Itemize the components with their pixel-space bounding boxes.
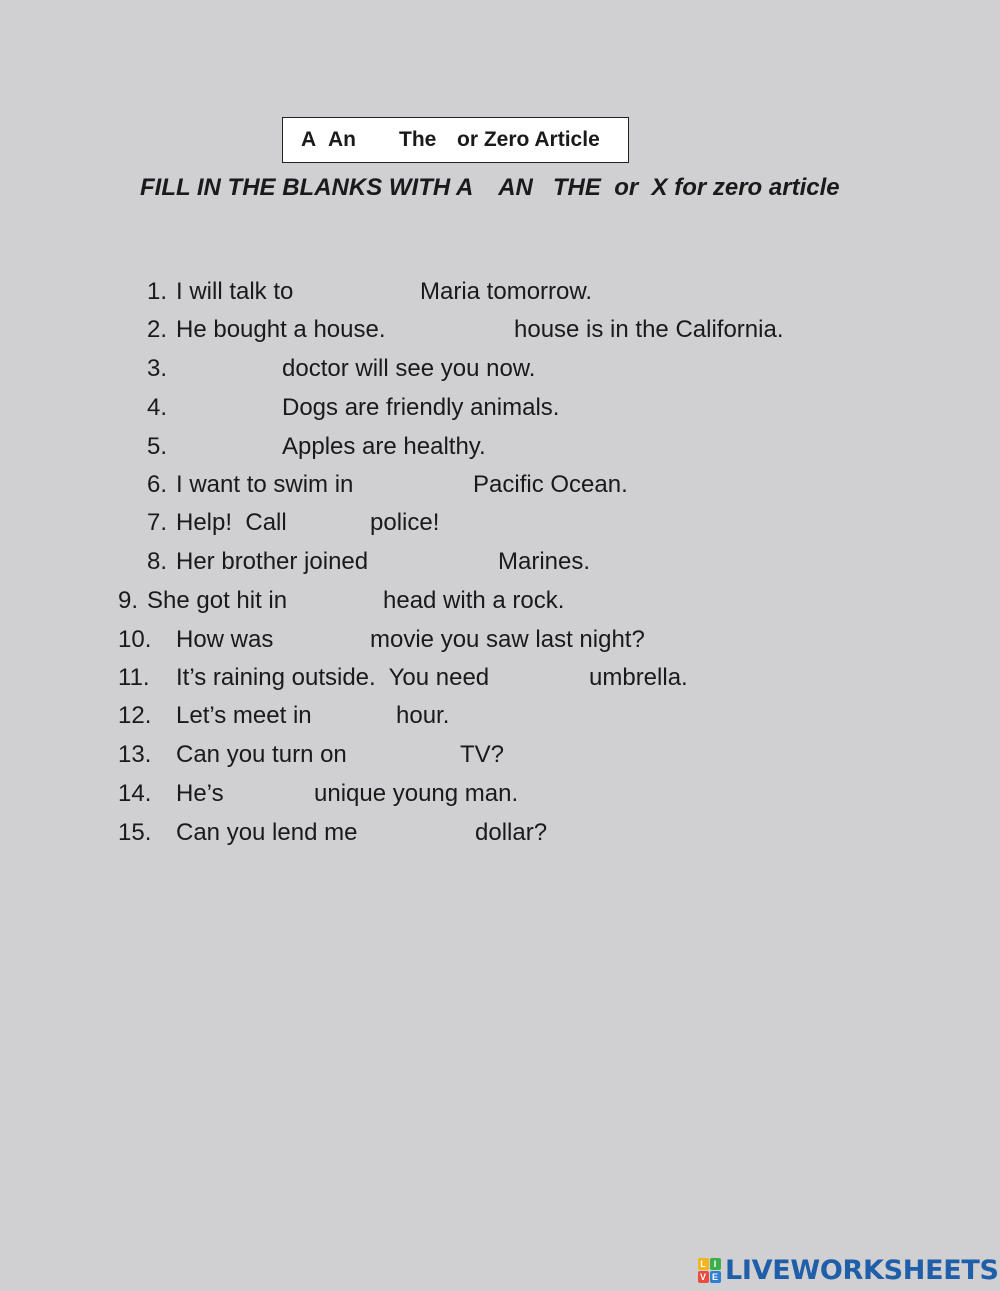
title-zero-article: or Zero Article xyxy=(457,128,600,151)
item-text-before: He bought a house. xyxy=(176,316,386,343)
item-text-before: Let’s meet in xyxy=(176,702,312,729)
logo-mark-l: L xyxy=(698,1258,709,1270)
item-text-after: movie you saw last night? xyxy=(370,626,645,653)
logo-mark-e: E xyxy=(710,1271,721,1283)
title-a: A xyxy=(301,128,317,151)
item-text-before: Help! Call xyxy=(176,509,287,536)
item-number: 12. xyxy=(118,702,152,729)
item-text-before: Can you turn on xyxy=(176,741,347,768)
item-text-after: hour. xyxy=(396,702,450,729)
title-the: The xyxy=(399,128,437,151)
instruction-text: FILL IN THE BLANKS WITH A AN THE or X for zero article xyxy=(140,174,840,201)
item-text-before: How was xyxy=(176,626,274,653)
item-text-before: Can you lend me xyxy=(176,819,358,846)
item-text-after: umbrella. xyxy=(589,664,688,691)
item-number: 15. xyxy=(118,819,152,846)
item-text-after: Marines. xyxy=(498,548,591,575)
item-text-before: It’s raining outside. You need xyxy=(176,664,490,691)
item-text-after: Maria tomorrow. xyxy=(420,278,593,305)
item-number: 8. xyxy=(147,548,168,575)
item-number: 7. xyxy=(147,509,168,536)
title-an: An xyxy=(328,128,356,151)
item-number: 10. xyxy=(118,626,152,653)
item-number: 14. xyxy=(118,780,152,807)
item-text-before: He’s xyxy=(176,780,224,807)
item-text-after: dollar? xyxy=(475,819,548,846)
liveworksheets-logo[interactable] xyxy=(697,1255,999,1285)
item-number: 9. xyxy=(118,587,139,614)
logo-mark-v: V xyxy=(698,1271,709,1283)
item-text-before: She got hit in xyxy=(147,587,288,614)
item-number: 13. xyxy=(118,741,152,768)
item-number: 3. xyxy=(147,355,168,382)
item-text-after: head with a rock. xyxy=(383,587,565,614)
logo-mark-i: I xyxy=(710,1258,721,1270)
item-number: 6. xyxy=(147,471,168,498)
article-title-box xyxy=(282,117,629,163)
item-text-after: TV? xyxy=(460,741,505,768)
item-text-after: house is in the California. xyxy=(514,316,784,343)
item-text-before: I want to swim in xyxy=(176,471,354,498)
item-text-after: Dogs are friendly animals. xyxy=(282,394,560,421)
list-item xyxy=(0,817,1000,945)
item-text-after: Pacific Ocean. xyxy=(473,471,628,498)
liveworksheets-logo-icon xyxy=(697,1257,721,1283)
item-text-before: Her brother joined xyxy=(176,548,369,575)
item-text-after: doctor will see you now. xyxy=(282,355,536,382)
item-text-before: I will talk to xyxy=(176,278,294,305)
item-number: 4. xyxy=(147,394,168,421)
item-number: 5. xyxy=(147,433,168,460)
logo-text: LIVEWORKSHEETS xyxy=(725,1254,999,1286)
item-number: 1. xyxy=(147,278,168,305)
item-text-after: police! xyxy=(370,509,440,536)
item-text-after: Apples are healthy. xyxy=(282,433,486,460)
item-number: 2. xyxy=(147,316,168,343)
item-text-after: unique young man. xyxy=(314,780,519,807)
item-number: 11. xyxy=(118,664,150,691)
